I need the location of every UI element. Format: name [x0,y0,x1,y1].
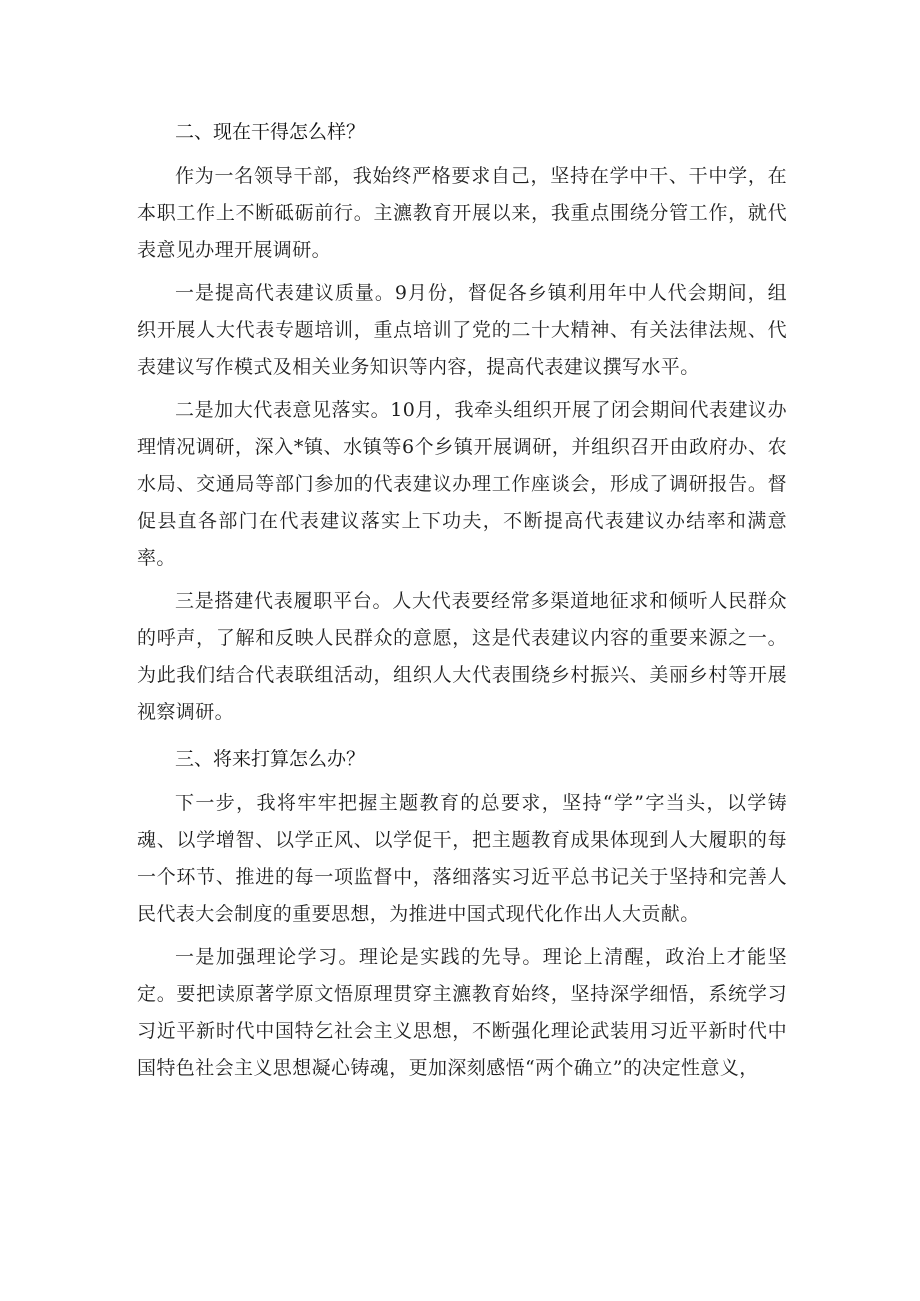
paragraph-theory-study: 一是加强理论学习。理论是实践的先导。理论上清醒，政治上才能坚定。要把读原著学原文悟原理贯穿主瀌教育始终，坚持深学细悟，系统学习习近平新时代中国特乞社会主义思想，不断强化理论武装用习近平新时代中国特色社会主义思想凝心铸魂，更加深刻感悟“两个确立”的决定性意义， [137,946,787,1079]
section-heading-current-work: 二、现在干得怎么样？ [175,121,366,143]
document-body [137,110,787,1093]
paragraph-proposal-quality: 一是提高代表建议质量。9月份，督促各乡镇利用年中人代会期间，组织开展人大代表专题培训，重点培训了党的二十大精神、有关法律法规、代表建议写作模式及相关业务知识等内容，提高代表建议撰写水平。 [137,282,787,378]
paragraph-opinion-implementation: 二是加大代表意见落实。10月，我牵头组织开展了闭会期间代表建议办理情况调研，深入*镇、水镇等6个乡镇开展调研，并组织召开由政府办、农水局、交通局等部门参加的代表建议办理工作座谈会，形成了调研报告。督促县直各部门在代表建议落实上下功夫，不断提高代表建议办结率和满意率。 [137,399,787,569]
paragraph-intro: 作为一名领导干部，我始终严格要求自己，坚持在学中干、干中学，在本职工作上不断砥砺前行。主瀌教育开展以来，我重点围绕分管工作，就代表意见办理开展调研。 [137,165,787,261]
paragraph-duty-platform: 三是搭建代表履职平台。人大代表要经常多渠道地征求和倾听人民群众的呼声，了解和反映人民群众的意愿，这是代表建议内容的重要来源之一。为此我们结合代表联组活动，组织人大代表围绕乡村振兴、美丽乡村等开展视察调研。 [137,590,787,723]
section-heading-future-plan: 三、将来打算怎么办？ [175,748,366,770]
paragraph-next-steps: 下一步，我将牢牢把握主题教育的总要求，坚持“学”字当头，以学铸魂、以学增智、以学正风、以学促干，把主题教育成果体现到人大履职的每一个环节、推进的每一项监督中，落细落实习近平总书记关于坚持和完善人民代表大会制度的重要思想，为推进中国式现代化作出人大贡献。 [137,792,787,925]
